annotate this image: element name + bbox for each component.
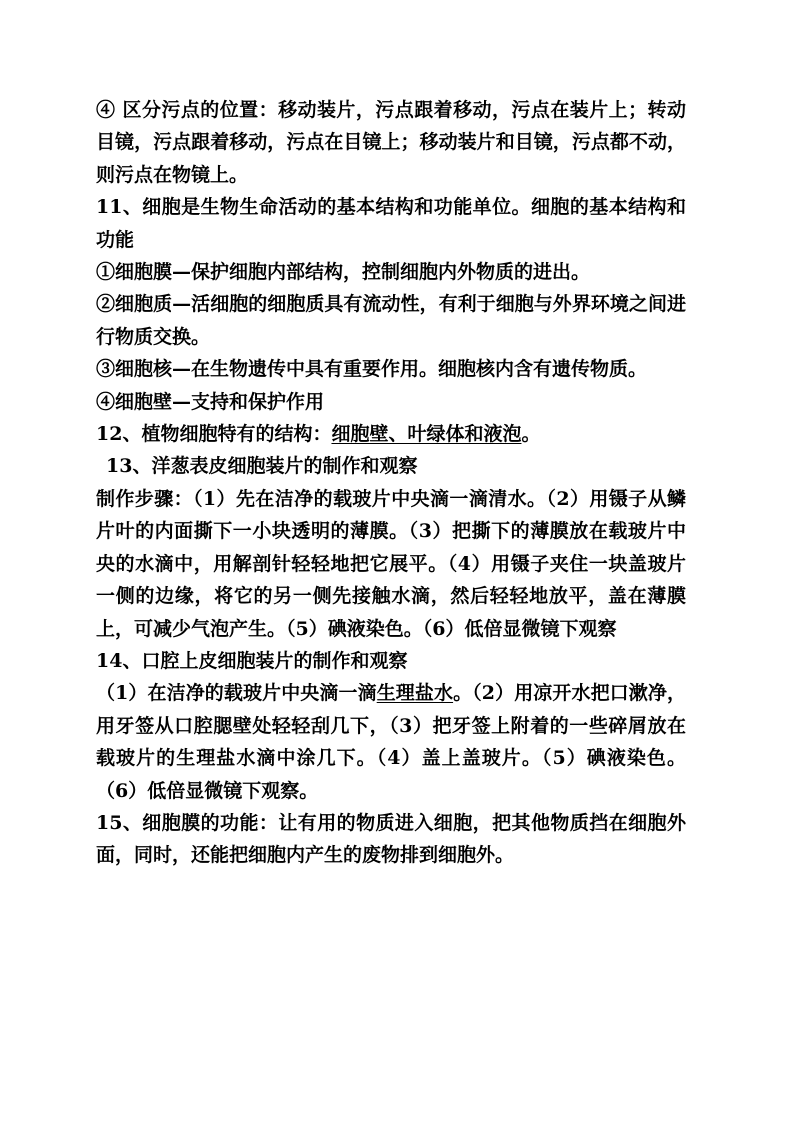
saline-underlined: 生理盐水 xyxy=(376,682,454,705)
paragraph-12-plant-structures xyxy=(96,418,686,450)
paragraph-15-membrane-function: 15、细胞膜的功能：让有用的物质进入细胞，把其他物质挡在细胞外面，同时，还能把细胞内产生的废物排到细胞外。 xyxy=(96,811,686,867)
paragraph-14-cheek-slide: 14、口腔上皮细胞装片的制作和观察 xyxy=(96,649,408,672)
paragraph-stain-location: ④ 区分污点的位置：移动装片，污点跟着移动，污点在装片上；转动目镜，污点跟着移动，污点在目镜上；移动装片和目镜，污点都不动，则污点在物镜上。 xyxy=(96,99,686,186)
paragraph-cell-membrane: ①细胞膜—保护细胞内部结构，控制细胞内外物质的进出。 xyxy=(96,261,591,284)
paragraph-cheek-steps xyxy=(96,677,686,807)
paragraph-nucleus: ③细胞核—在生物遗传中具有重要作用。细胞核内含有遗传物质。 xyxy=(96,358,648,381)
cheek-steps-start: （1）在洁净的载玻片中央滴一滴 xyxy=(96,682,377,705)
plant-structures-underlined: 细胞壁、叶绿体和液泡 xyxy=(331,423,522,446)
paragraph-cytoplasm: ②细胞质—活细胞的细胞质具有流动性，有利于细胞与外界环境之间进行物质交换。 xyxy=(96,293,686,348)
paragraph-cell-wall: ④细胞壁—支持和保护作用 xyxy=(96,390,325,413)
paragraph-11-cell-unit: 11、细胞是生物生命活动的基本结构和功能单位。细胞的基本结构和功能 xyxy=(96,196,686,251)
plant-structures-end: 。 xyxy=(521,423,541,446)
paragraph-13-onion-slide: 13、洋葱表皮细胞装片的制作和观察 xyxy=(106,455,418,478)
cheek-steps-rest: 。（2）用凉开水把口漱净，用牙签从口腔腮壁处轻轻刮几下，（3）把牙签上附着的一些碎屑放在载玻片的生理盐水滴中涂几下。（4）盖上盖玻片。（5）碘液染色。（6）低倍显微镜下观察。 xyxy=(96,682,686,802)
plant-structures-label: 12、植物细胞特有的结构： xyxy=(96,423,332,446)
paragraph-onion-steps: 制作步骤：（1）先在洁净的载玻片中央滴一滴清水。（2）用镊子从鳞片叶的内面撕下一小块透明的薄膜。（3）把撕下的薄膜放在载玻片中央的水滴中，用解剖针轻轻地把它展平。（4）用镊子夹住一块盖玻片一侧的边缘，将它的另一侧先接触水滴，然后轻轻地放平，盖在薄膜上，可减少气泡产生。（5）碘液染色。（6）低倍显微镜下观察 xyxy=(96,487,686,640)
document-body xyxy=(96,94,686,872)
